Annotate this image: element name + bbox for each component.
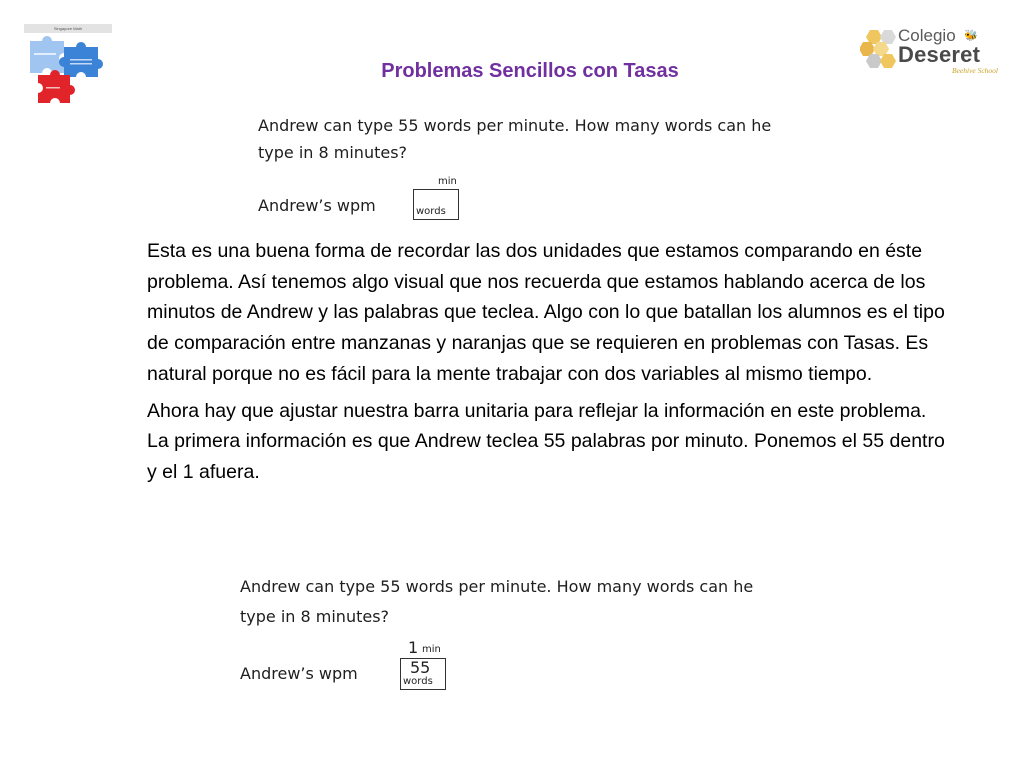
problem-2-box-unit: words (403, 676, 433, 687)
problem-figure-2 (240, 572, 840, 694)
problem-2-row-label: Andrew’s wpm (240, 664, 358, 683)
problem-1-row-label: Andrew’s wpm (258, 196, 376, 215)
problem-1-box-unit: words (416, 206, 446, 217)
body-text (147, 236, 947, 494)
puzzle-logo-header: Singapore Math (24, 24, 112, 33)
logo-text-colegio: Colegio (898, 26, 956, 45)
slide-title: Problemas Sencillos con Tasas (381, 60, 679, 82)
paragraph-1: Esta es una buena forma de recordar las dos unidades que estamos comparando en éste problema. Así tenemos algo visual que nos recuerda que estamos hablando acerca de los minutos de Andrew y las palabras que teclea. Algo con lo que batallan los alumnos es el tipo de comparación entre manzanas y naranjas que se requieren en problemas con Tasas. Es natural porque no es fácil para la mente trabajar con dos variables al mismo tiempo. (147, 240, 945, 385)
problem-1-question: Andrew can type 55 words per minute. How many words can he type in 8 minutes? (258, 116, 772, 162)
problem-2-question: Andrew can type 55 words per minute. How many words can he type in 8 minutes? (240, 577, 754, 626)
problem-2-box-value: 55 (410, 658, 431, 677)
problem-2-top-value: 1 (408, 638, 419, 657)
problem-figure-1 (258, 112, 858, 224)
logo-text-deseret: Deseret (898, 42, 981, 67)
problem-2-top-unit: min (422, 644, 441, 655)
logo-tagline: Beehive School (952, 66, 999, 75)
problem-1-unit-bar (413, 189, 459, 220)
problem-1-top-unit: min (438, 176, 457, 187)
bee-icon: 🐝 (964, 30, 978, 42)
paragraph-2: Ahora hay que ajustar nuestra barra unitaria para reflejar la información en este problema. La primera información es que Andrew teclea 55 palabras por minuto. Ponemos el 55 dentro y el 1 afuera. (147, 399, 945, 483)
problem-2-unit-bar (400, 658, 446, 690)
